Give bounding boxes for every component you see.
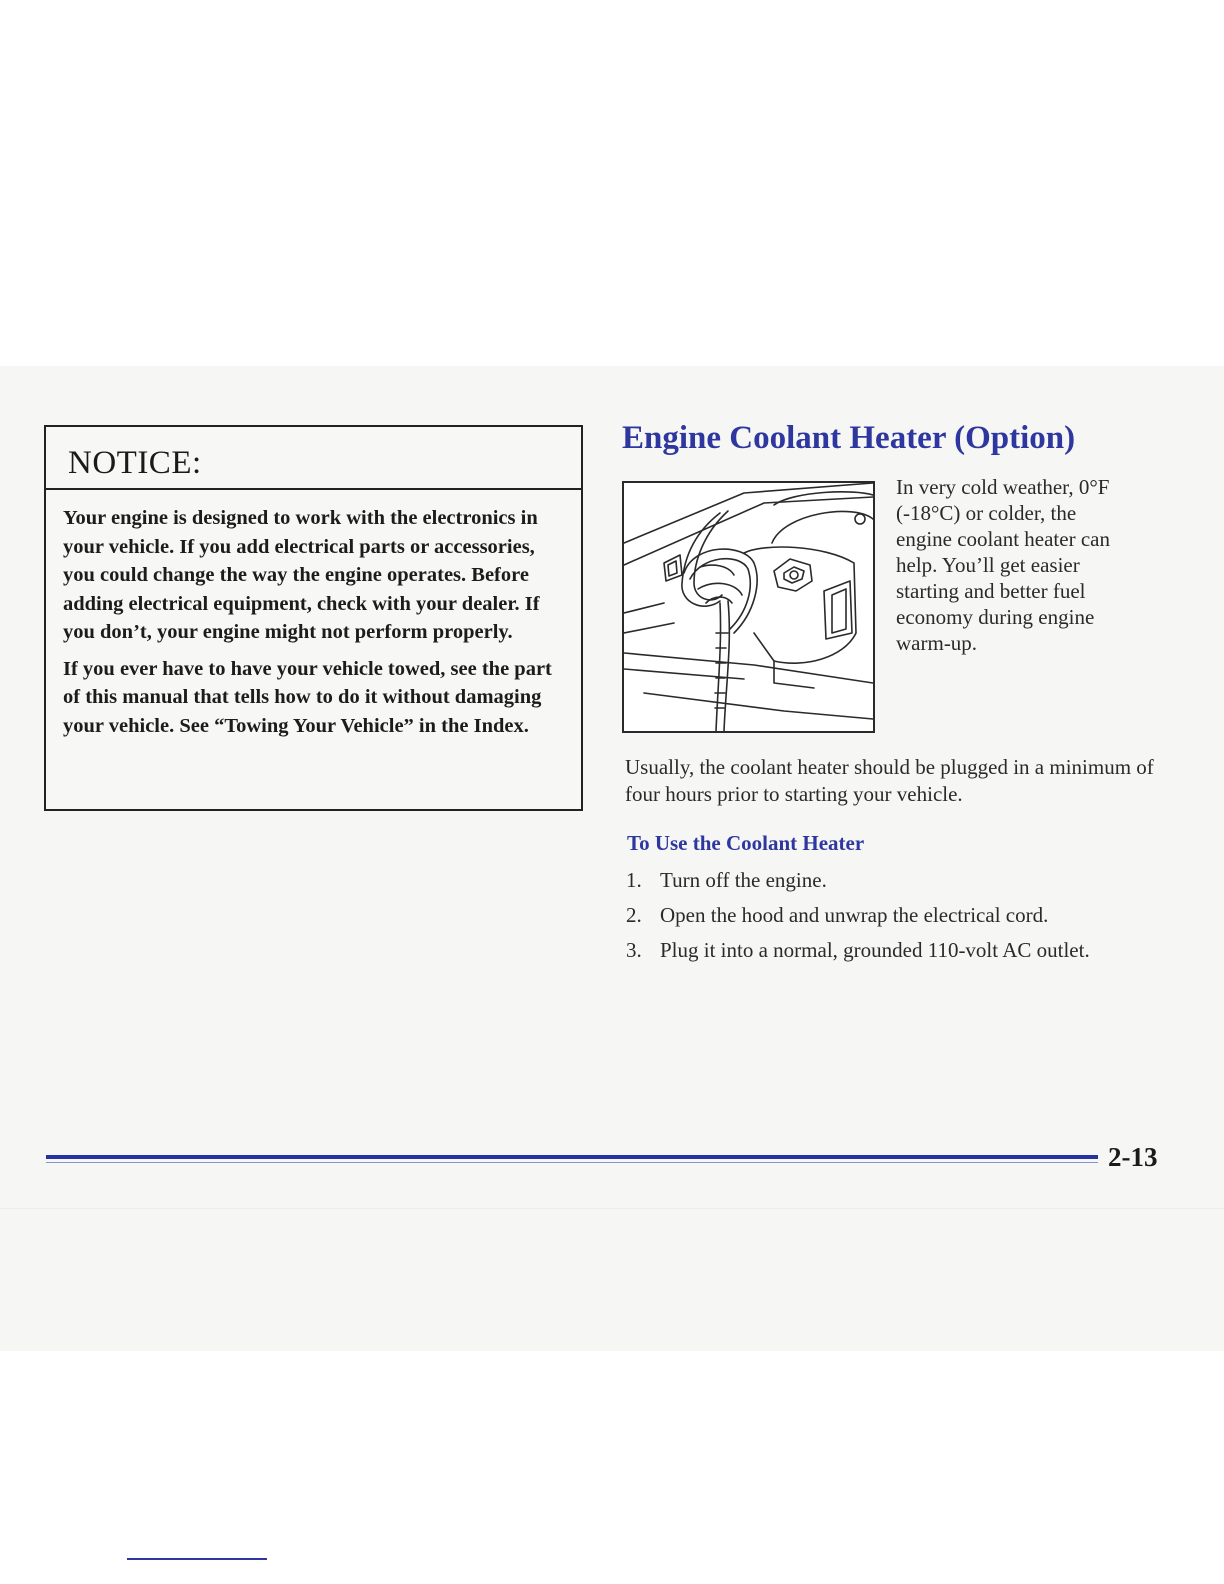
list-item: [626, 935, 1090, 970]
step-number: 2.: [626, 903, 642, 927]
notice-header: [46, 427, 581, 490]
page-number: 2-13: [1108, 1142, 1158, 1172]
notice-paragraph: If you ever have to have your vehicle towed, see the part of this manual that tells how to do it without damaging your vehicle. See “Towing Your Vehicle” in the Index.: [63, 657, 552, 737]
side-description: In very cold weather, 0°F (-18°C) or colder, the engine coolant heater can help. You’ll get easier starting and better fuel economy during engine warm-up.: [896, 475, 1110, 655]
bottom-link-underline: [127, 1558, 267, 1560]
step-text: Turn off the engine.: [660, 868, 827, 892]
notice-box: [44, 425, 583, 811]
footer-rule: [46, 1155, 1098, 1159]
step-text: Plug it into a normal, grounded 110-volt AC outlet.: [660, 938, 1090, 962]
notice-title: NOTICE:: [68, 445, 202, 481]
step-number: 1.: [626, 868, 642, 892]
list-item: [626, 865, 1090, 900]
footer-rule-thin: [46, 1162, 1098, 1163]
subheading: To Use the Coolant Heater: [627, 831, 865, 855]
list-item: [626, 900, 1090, 935]
band-divider: [0, 1208, 1224, 1209]
notice-paragraph: Your engine is designed to work with the electronics in your vehicle. If you add electrical parts or accessories, you could change the way the engine operates. Before adding electrical equipment, check with your dealer. If you don’t, your engine might not perform properly.: [63, 507, 540, 643]
coolant-heater-illustration: [622, 481, 875, 733]
step-number: 3.: [626, 938, 642, 962]
engine-bay-drawing: [624, 483, 873, 731]
section-title: Engine Coolant Heater (Option): [622, 420, 1076, 456]
notice-body: [46, 490, 581, 740]
steps-list: [626, 865, 1090, 970]
usage-paragraph: Usually, the coolant heater should be plugged in a minimum of four hours prior to starting your vehicle.: [625, 755, 1154, 806]
step-text: Open the hood and unwrap the electrical cord.: [660, 903, 1049, 927]
